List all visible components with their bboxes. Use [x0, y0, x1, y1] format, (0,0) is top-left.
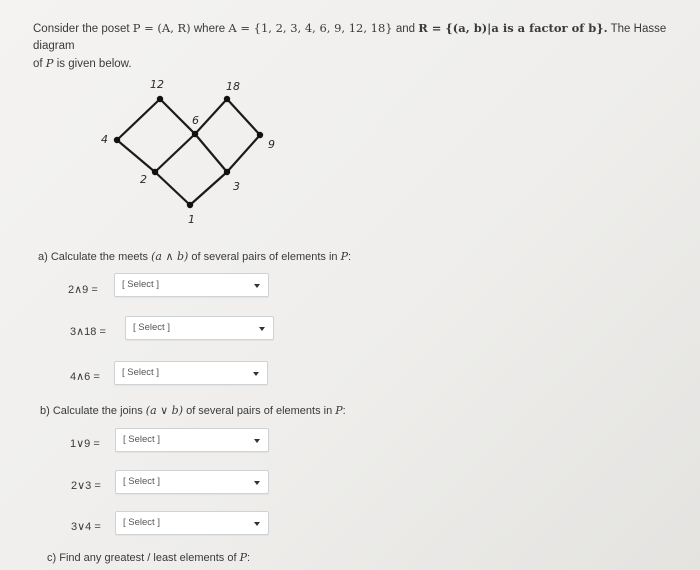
join-2-3-select[interactable]: [115, 470, 269, 494]
poset-symbol: P: [335, 404, 343, 417]
heading-text: c) Find any greatest / least elements of: [47, 552, 240, 564]
label-12: 12: [150, 78, 164, 91]
label-18: 18: [226, 80, 240, 93]
node-9: [257, 132, 263, 138]
intro-text: Consider the poset: [33, 23, 133, 35]
hasse-diagram: [80, 72, 320, 232]
part-c-heading: [47, 551, 250, 564]
question-intro: [33, 20, 693, 73]
heading-text: b) Calculate the joins: [40, 405, 146, 417]
join-1-9-label: 1∨9 =: [70, 438, 100, 450]
heading-text: a) Calculate the meets: [38, 251, 152, 263]
intro-line-2: [33, 55, 693, 73]
intro-text: of: [33, 58, 46, 70]
poset-symbol: P: [45, 56, 54, 70]
chevron-down-icon: [254, 481, 260, 485]
heading-text: :: [247, 552, 251, 564]
heading-text: of several pairs of elements in: [183, 405, 336, 417]
relation-math: R = {(a, b)|a is a factor of b}.: [418, 21, 608, 35]
edge-3-6: [195, 134, 227, 172]
node-1: [187, 202, 193, 208]
select-placeholder: [ Select ]: [123, 517, 160, 528]
join-2-3-label: 2∨3 =: [71, 480, 101, 492]
node-4: [114, 137, 120, 143]
label-2: 2: [140, 173, 147, 186]
chevron-down-icon: [254, 439, 260, 443]
set-math: A = {1, 2, 3, 4, 6, 9, 12, 18}: [228, 21, 393, 35]
meet-4-6-select[interactable]: [114, 361, 268, 385]
meet-4-6-label: 4∧6 =: [70, 371, 100, 383]
meet-2-9-select[interactable]: [114, 273, 269, 297]
select-placeholder: [ Select ]: [122, 279, 159, 290]
node-12: [157, 96, 163, 102]
heading-text: of several pairs of elements in: [188, 251, 341, 263]
select-placeholder: [ Select ]: [123, 476, 160, 487]
heading-text: :: [348, 251, 352, 263]
select-placeholder: [ Select ]: [122, 367, 159, 378]
chevron-down-icon: [253, 372, 259, 376]
intro-text: is given below.: [53, 58, 132, 70]
edge-12-6: [160, 99, 195, 134]
part-a-heading: [38, 250, 351, 263]
intro-line-1: [33, 20, 693, 55]
label-9: 9: [268, 138, 275, 151]
chevron-down-icon: [259, 327, 265, 331]
intro-text: The Hasse diagram: [33, 23, 667, 52]
heading-text: :: [342, 405, 346, 417]
join-symbol: (a ∨ b): [145, 404, 184, 417]
node-3: [224, 169, 230, 175]
select-placeholder: [ Select ]: [123, 434, 160, 445]
label-1: 1: [188, 213, 195, 226]
poset-math: P = (A, R): [132, 21, 191, 35]
label-4: 4: [101, 133, 108, 146]
intro-text: and: [392, 23, 419, 35]
edge-1-2: [155, 172, 190, 205]
chevron-down-icon: [254, 522, 260, 526]
node-6: [192, 131, 198, 137]
edge-18-9: [227, 99, 260, 135]
poset-symbol: P: [239, 551, 247, 564]
meet-3-18-select[interactable]: [125, 316, 274, 340]
chevron-down-icon: [254, 284, 260, 288]
part-b-heading: [40, 404, 346, 417]
select-placeholder: [ Select ]: [133, 322, 170, 333]
meet-2-9-label: 2∧9 =: [68, 284, 98, 296]
join-3-4-label: 3∨4 =: [71, 521, 101, 533]
edge-3-9: [227, 135, 260, 172]
poset-symbol: P: [340, 250, 349, 263]
edge-2-4: [117, 140, 155, 172]
meet-symbol: (a ∧ b): [151, 250, 189, 263]
edge-2-6: [155, 134, 195, 172]
intro-text: where: [190, 23, 229, 35]
node-2: [152, 169, 158, 175]
label-6: 6: [192, 114, 199, 127]
join-1-9-select[interactable]: [115, 428, 269, 452]
label-3: 3: [233, 180, 240, 193]
node-18: [224, 96, 230, 102]
edge-4-12: [117, 99, 160, 140]
edge-6-18: [195, 99, 227, 134]
meet-3-18-label: 3∧18 =: [70, 326, 106, 338]
edge-1-3: [190, 172, 227, 205]
join-3-4-select[interactable]: [115, 511, 269, 535]
